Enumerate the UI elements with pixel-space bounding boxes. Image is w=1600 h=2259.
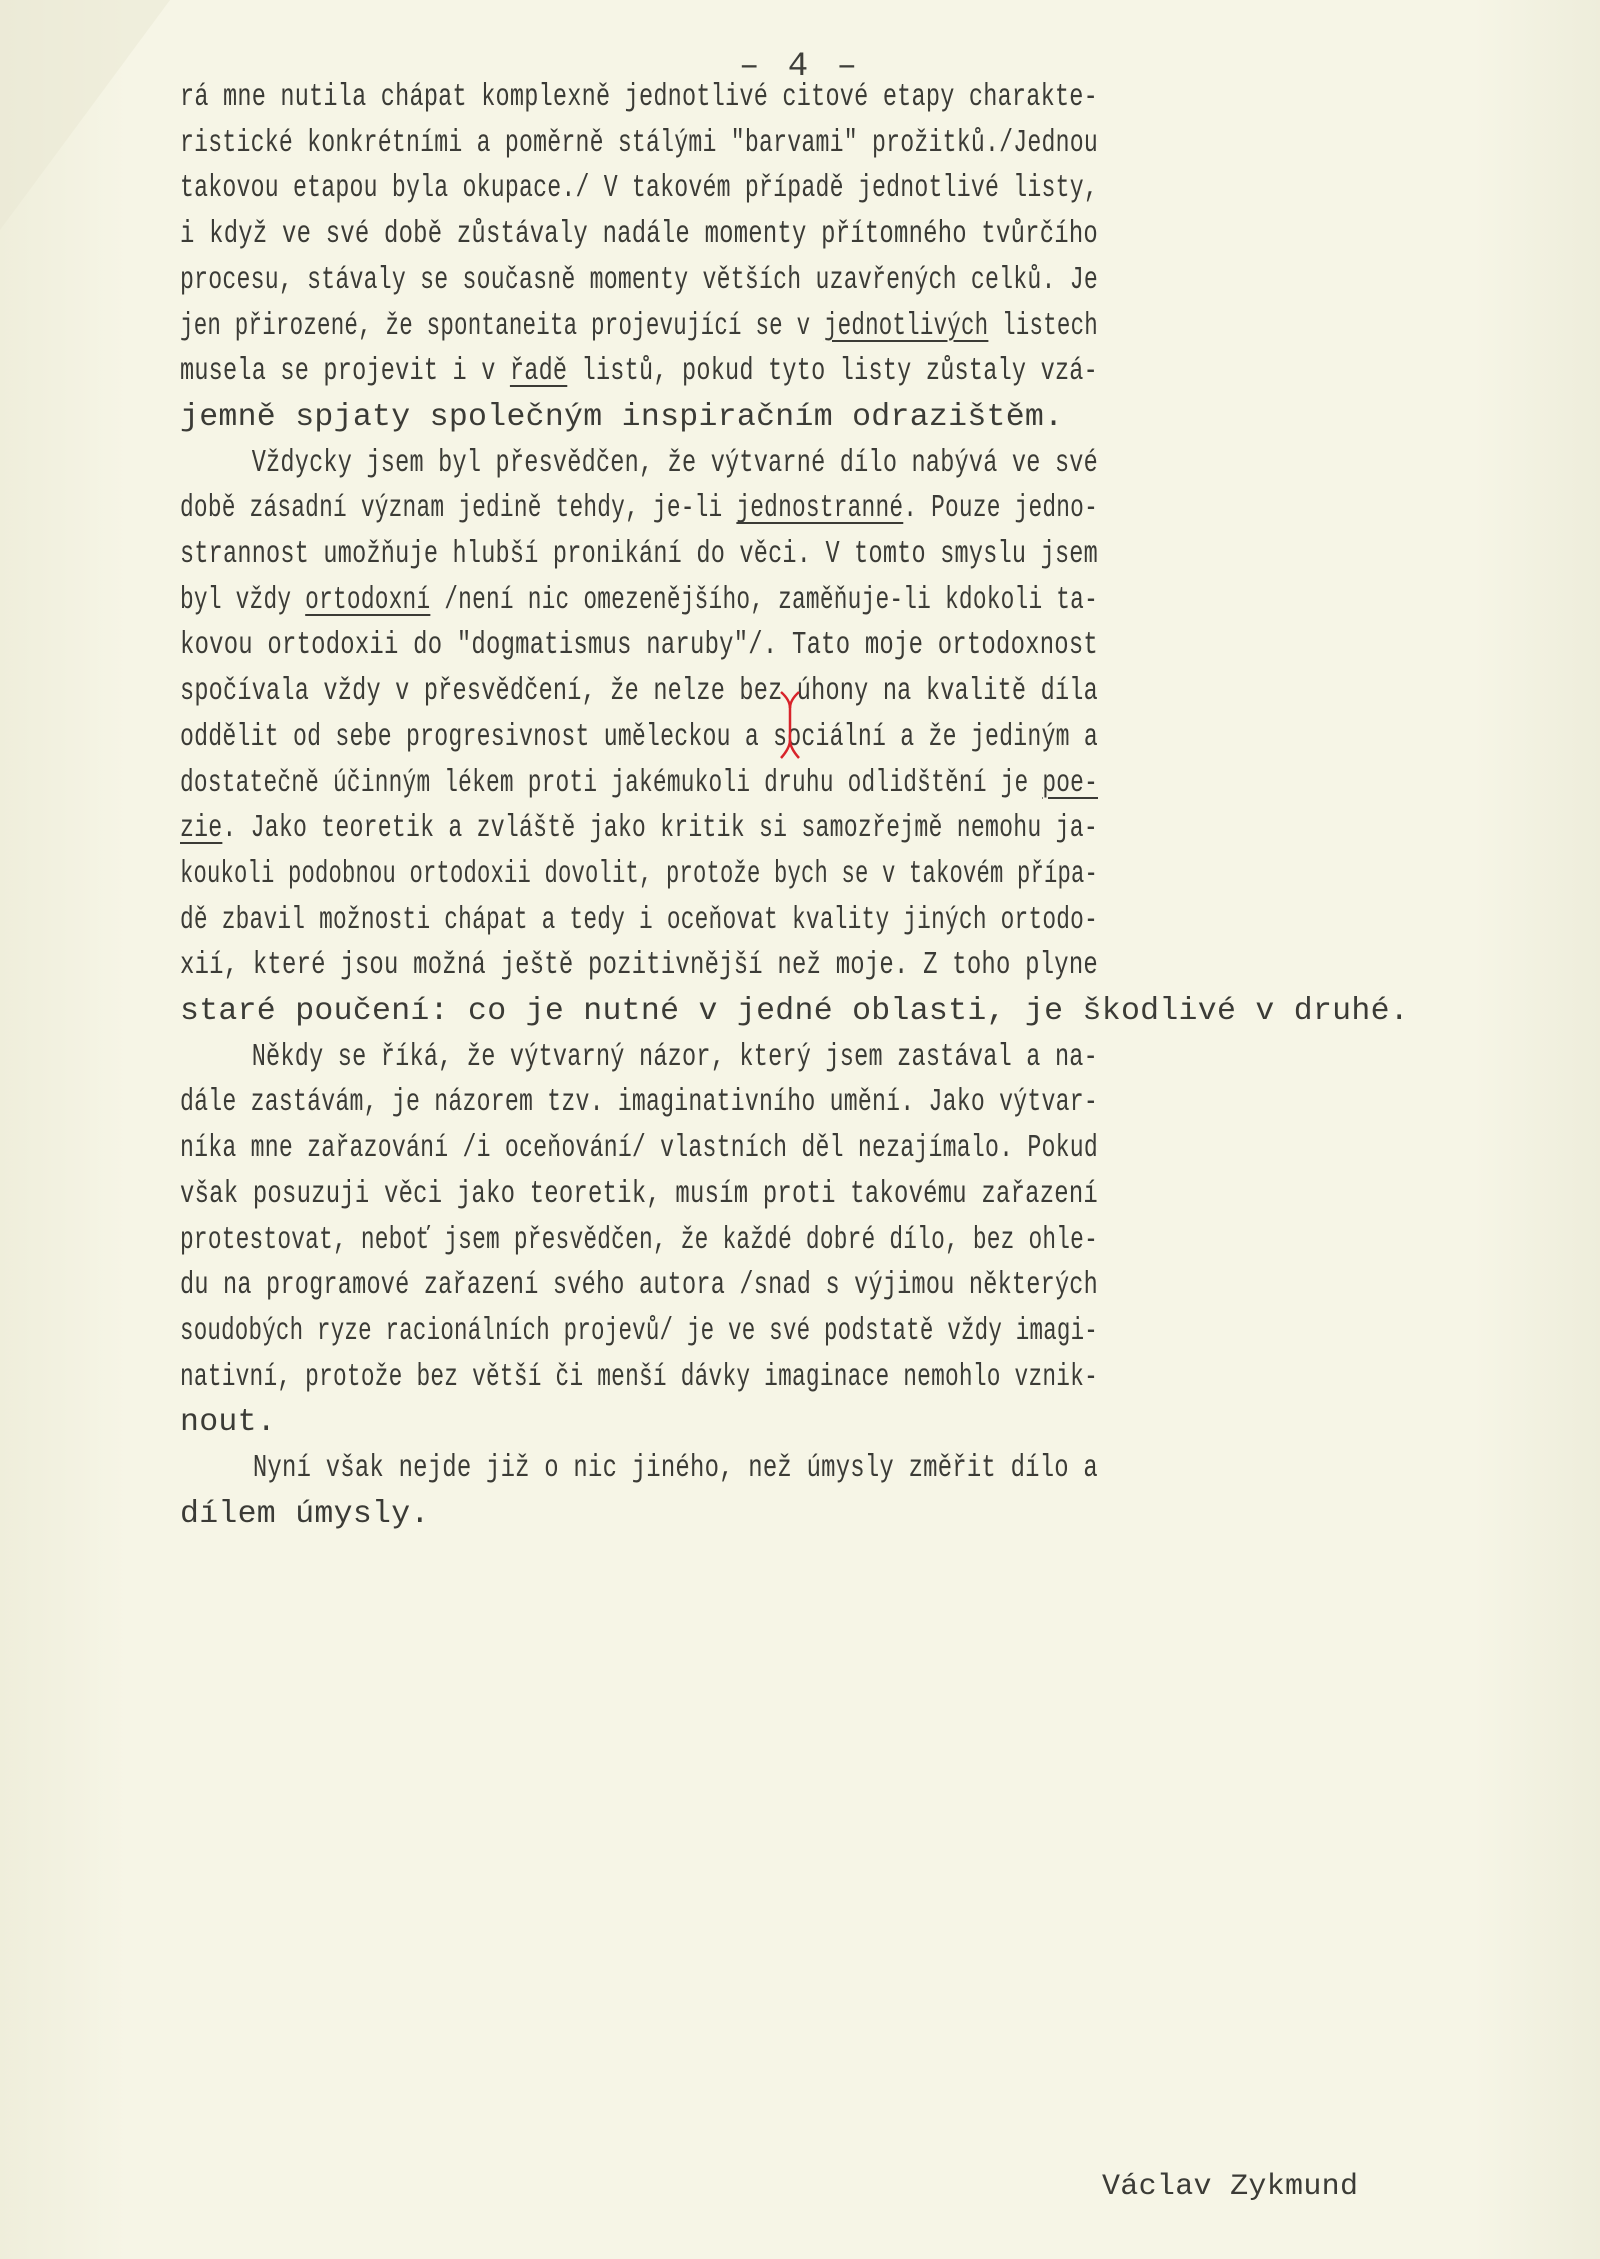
- text-run: však posuzuji věci jako teoretik, musím proti takovému zařazení: [180, 1176, 1098, 1212]
- text-line: [180, 719, 1098, 755]
- underlined-word: jednostranné: [736, 491, 904, 527]
- text-line: [180, 630, 1098, 662]
- text-line: [180, 539, 1098, 571]
- text-run: koukoli podobnou ortodoxii dovolit, protože bych se v takovém přípa-: [180, 856, 1098, 892]
- text-run: byl vždy: [180, 582, 306, 618]
- text-line: [180, 1407, 276, 1439]
- text-run: oddělit od sebe progresivnost uměleckou a sociální a že jediným a: [180, 719, 1098, 755]
- underlined-word: ortodoxní: [305, 582, 431, 618]
- text-line: [180, 902, 1098, 938]
- text-line: [180, 1176, 1098, 1212]
- insertion-mark-icon: [777, 686, 803, 762]
- text-run: . Jako teoretik a zvláště jako kritik si samozřejmě nemohu ja-: [222, 811, 1098, 847]
- text-run: dílem úmysly.: [180, 1496, 430, 1532]
- text-line: [180, 308, 1098, 344]
- text-run: níka mne zařazování /i oceňování/ vlastních děl nezajímalo. Pokud: [180, 1131, 1098, 1167]
- text-run: xií, které jsou možná ještě pozitivnější než moje. Z toho plyne: [180, 948, 1098, 984]
- text-run: dostatečně účinným lékem proti jakémukoli druhu odlidštění je: [180, 765, 1043, 801]
- text-run: takovou etapou byla okupace./ V takovém případě jednotlivé listy,: [180, 171, 1098, 207]
- text-run: strannost umožňuje hlubší pronikání do věci. V tomto smyslu jsem: [180, 537, 1098, 572]
- text-line: [180, 856, 1098, 892]
- text-run: kovou ortodoxii do "dogmatismus naruby"/. Tato moje ortodoxnost: [180, 628, 1098, 664]
- text-run: listů, pokud tyto listy zůstaly vzá-: [567, 354, 1098, 390]
- underlined-word: poe-: [1042, 765, 1098, 801]
- text-line: [180, 82, 1098, 114]
- text-run: i když ve své době zůstávaly nadále momenty přítomného tvůrčího: [180, 217, 1098, 253]
- signature: Václav Zykmund: [1102, 2170, 1359, 2204]
- text-line: [180, 996, 1409, 1028]
- text-run: staré poučení: co je nutné v jedné oblasti, je škodlivé v druhé.: [180, 994, 1409, 1029]
- text-line: [180, 813, 1098, 845]
- text-run: dále zastávám, je názorem tzv. imaginativního umění. Jako výtvar-: [180, 1085, 1098, 1121]
- underlined-word: jednotlivých: [823, 308, 989, 344]
- text-line: [180, 1313, 1098, 1349]
- text-line: [180, 950, 1098, 982]
- text-line: [180, 262, 1098, 298]
- text-run: jen přirozené, že spontaneita projevující se v: [180, 308, 824, 344]
- text-run: musela se projevit i v: [180, 354, 510, 390]
- text-run: ristické konkrétními a poměrně stálými "barvami" prožitků./Jednou: [180, 125, 1098, 161]
- text-line: [180, 1496, 430, 1532]
- text-run: spočívala vždy v přesvědčení, že nelze bez úhony na kvalitě díla: [180, 674, 1098, 710]
- text-run: jemně spjaty společným inspiračním odrazištěm.: [180, 399, 1064, 435]
- underlined-word: zie: [180, 811, 223, 847]
- text-line: [180, 356, 1098, 388]
- text-run: protestovat, neboť jsem přesvědčen, že každé dobré dílo, bez ohle-: [180, 1222, 1098, 1258]
- text-run: Někdy se říká, že výtvarný názor, který jsem zastával a na-: [180, 1039, 1098, 1075]
- text-run: době zásadní význam jedině tehdy, je-li: [180, 491, 737, 527]
- text-line: [180, 582, 1098, 618]
- text-line: [180, 1359, 1098, 1395]
- text-line: [180, 1222, 1098, 1258]
- text-line: [180, 173, 1098, 205]
- text-line: [180, 676, 1098, 708]
- text-line: [180, 219, 1098, 251]
- text-run: dě zbavil možnosti chápat a tedy i oceňovat kvality jiných ortodo-: [180, 902, 1098, 938]
- page-number: – 4 –: [738, 48, 862, 86]
- text-line: [180, 1270, 1098, 1302]
- text-line: [180, 1133, 1098, 1165]
- text-run: Nyní však nejde již o nic jiného, než úmysly změřit dílo a: [180, 1451, 1098, 1486]
- text-run: nativní, protože bez větší či menší dávky imaginace nemohlo vznik-: [180, 1359, 1098, 1395]
- text-run: procesu, stávaly se současně momenty větších uzavřených celků. Je: [180, 262, 1098, 298]
- text-run: rá mne nutila chápat komplexně jednotlivé citové etapy charakte-: [180, 80, 1098, 115]
- text-run: listech: [988, 308, 1098, 344]
- text-run: . Pouze jedno-: [903, 491, 1098, 527]
- text-run: /není nic omezenějšího, zaměňuje-li kdokoli ta-: [430, 582, 1098, 618]
- text-line: [180, 765, 1098, 801]
- text-line: [180, 493, 1098, 525]
- underlined-word: řadě: [509, 354, 568, 390]
- text-run: soudobých ryze racionálních projevů/ je ve své podstatě vždy imagi-: [180, 1313, 1098, 1349]
- text-line: [180, 1087, 1098, 1119]
- text-line: [180, 125, 1098, 161]
- text-run: nout.: [180, 1405, 277, 1441]
- text-line: [180, 445, 1098, 481]
- text-line: [180, 399, 1064, 435]
- text-run: du na programové zařazení svého autora /snad s výjimou některých: [180, 1268, 1098, 1304]
- text-run: Vždycky jsem byl přesvědčen, že výtvarné dílo nabývá ve své: [180, 445, 1098, 481]
- text-line: [180, 1039, 1098, 1075]
- page-corner-fold: [0, 0, 170, 230]
- text-line: [180, 1453, 1098, 1485]
